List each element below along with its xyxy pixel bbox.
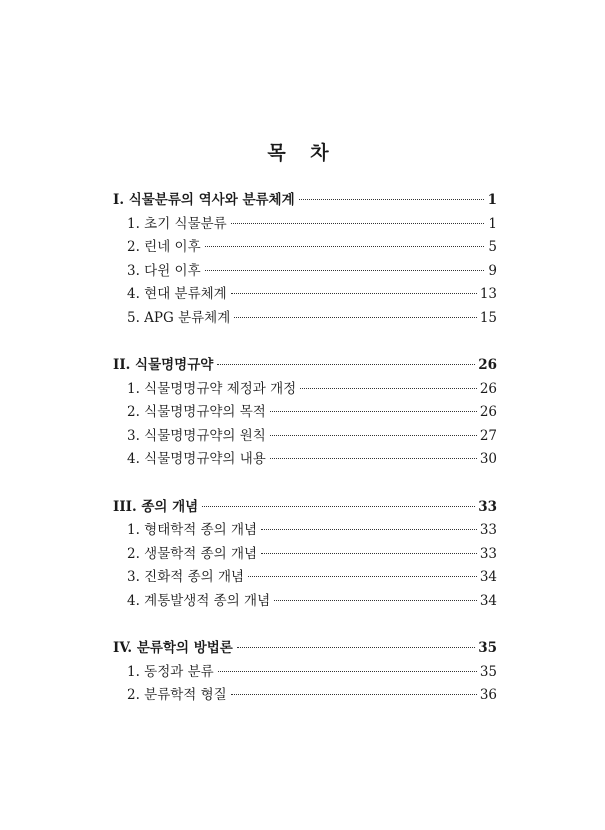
toc-entry[interactable] — [113, 447, 497, 471]
toc-page-number: 33 — [479, 522, 497, 538]
toc-page-number: 26 — [479, 380, 497, 397]
toc-page-number: 13 — [479, 286, 497, 302]
toc-page-number: 26 — [478, 357, 497, 373]
dot-leader — [270, 435, 477, 436]
toc-entry[interactable] — [113, 259, 497, 283]
dot-leader — [261, 529, 477, 530]
toc-entry[interactable] — [113, 565, 497, 589]
toc-page-number: 9 — [488, 262, 497, 279]
toc-page-number: 1 — [488, 215, 497, 232]
toc-page-number: 30 — [479, 451, 497, 467]
toc-entry-label: 4. 계통발생적 종의 개념 — [127, 592, 271, 609]
toc-entry[interactable] — [113, 400, 497, 424]
toc-entry-label: 1. 동정과 분류 — [127, 663, 214, 680]
page-title: 목 차 — [267, 142, 338, 164]
toc-chapter[interactable] — [113, 636, 497, 660]
toc-entry-label: 2. 식물명명규약의 목적 — [127, 404, 266, 420]
dot-leader — [202, 506, 475, 507]
toc-page-number: 36 — [479, 687, 497, 703]
dot-leader — [237, 647, 475, 648]
dot-leader — [274, 600, 477, 601]
dot-leader — [231, 223, 484, 224]
toc-entry-label: 1. 초기 식물분류 — [127, 215, 227, 232]
toc-entry-label: 2. 생물학적 종의 개념 — [127, 545, 258, 562]
toc-section-2 — [113, 353, 497, 471]
toc-section-1 — [113, 188, 497, 329]
dot-leader — [300, 388, 477, 389]
toc-entry[interactable] — [113, 306, 497, 330]
toc-page-number: 27 — [479, 427, 497, 444]
toc-entry-label: 2. 분류학적 형질 — [127, 687, 227, 703]
table-of-contents — [113, 188, 497, 731]
toc-entry-label: 3. 진화적 종의 개념 — [127, 569, 245, 585]
dot-leader — [231, 694, 477, 695]
dot-leader — [205, 270, 484, 271]
toc-chapter[interactable] — [113, 188, 497, 212]
toc-page-number: 26 — [479, 404, 497, 420]
toc-entry[interactable] — [113, 542, 497, 566]
dot-leader — [218, 671, 477, 672]
dot-leader — [234, 317, 477, 318]
toc-page-number: 5 — [488, 239, 497, 255]
toc-chapter-label: I. 식물분류의 역사와 분류체계 — [113, 192, 295, 208]
toc-chapter[interactable] — [113, 495, 497, 519]
dot-leader — [270, 458, 477, 459]
toc-entry-label: 1. 식물명명규약 제정과 개정 — [127, 380, 297, 397]
toc-section-4 — [113, 636, 497, 707]
toc-chapter-label: II. 식물명명규약 — [113, 357, 214, 373]
dot-leader — [231, 293, 477, 294]
toc-entry[interactable] — [113, 235, 497, 259]
toc-page-number: 33 — [479, 545, 497, 562]
toc-entry[interactable] — [113, 212, 497, 236]
toc-entry[interactable] — [113, 518, 497, 542]
toc-page-number: 35 — [478, 640, 497, 656]
toc-entry[interactable] — [113, 424, 497, 448]
toc-entry-label: 3. 다윈 이후 — [127, 262, 201, 279]
toc-section-3 — [113, 495, 497, 613]
toc-entry-label: 1. 형태학적 종의 개념 — [127, 522, 258, 538]
dot-leader — [261, 553, 477, 554]
toc-entry[interactable] — [113, 282, 497, 306]
toc-entry-label: 3. 식물명명규약의 원칙 — [127, 427, 266, 444]
toc-page-number: 1 — [487, 192, 497, 208]
toc-chapter-label: III. 종의 개념 — [113, 498, 199, 515]
toc-page-number: 35 — [479, 663, 497, 680]
toc-chapter[interactable] — [113, 353, 497, 377]
toc-entry[interactable] — [113, 660, 497, 684]
toc-entry-label: 2. 린네 이후 — [127, 239, 201, 255]
dot-leader — [299, 199, 484, 200]
dot-leader — [217, 364, 475, 365]
toc-entry-label: 4. 식물명명규약의 내용 — [127, 451, 266, 467]
toc-entry[interactable] — [113, 377, 497, 401]
toc-entry[interactable] — [113, 683, 497, 707]
toc-page-number: 33 — [478, 498, 497, 515]
toc-chapter-label: IV. 분류학의 방법론 — [113, 640, 233, 656]
toc-entry-label: 5. APG 분류체계 — [127, 309, 231, 326]
dot-leader — [270, 411, 477, 412]
toc-entry-label: 4. 현대 분류체계 — [127, 286, 227, 302]
toc-entry[interactable] — [113, 589, 497, 613]
toc-page-number: 15 — [479, 309, 497, 326]
toc-page-number: 34 — [479, 592, 497, 609]
dot-leader — [248, 576, 477, 577]
dot-leader — [205, 246, 484, 247]
toc-page-number: 34 — [479, 569, 497, 585]
